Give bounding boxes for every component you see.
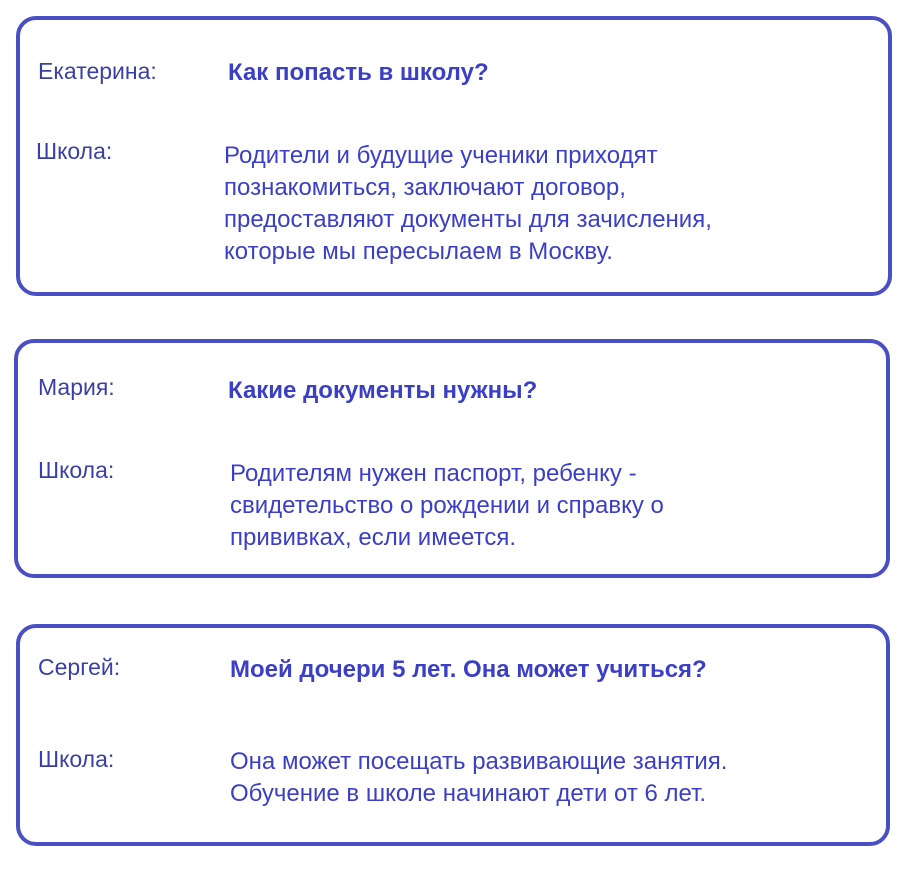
answer-line: которые мы пересылаем в Москву. xyxy=(224,238,613,265)
question-text: Моей дочери 5 лет. Она может учиться? xyxy=(230,656,707,683)
question-text: Как попасть в школу? xyxy=(228,59,489,86)
answer-line: предоставляют документы для зачисления, xyxy=(224,206,712,233)
responder-name: Школа: xyxy=(36,138,113,164)
asker-name: Мария: xyxy=(38,374,115,400)
dialogue-card-2 xyxy=(14,339,890,578)
question-text: Какие документы нужны? xyxy=(228,377,538,404)
asker-name: Екатерина: xyxy=(38,58,157,84)
answer-line: познакомиться, заключают договор, xyxy=(224,174,626,201)
answer-line: свидетельство о рождении и справку о xyxy=(230,492,664,519)
answer-line: прививках, если имеется. xyxy=(230,524,516,551)
dialogue-card-1 xyxy=(16,16,892,296)
answer-text xyxy=(230,746,727,810)
answer-line: Обучение в школе начинают дети от 6 лет. xyxy=(230,780,707,807)
responder-name: Школа: xyxy=(38,746,115,772)
answer-line: Родителям нужен паспорт, ребенку - xyxy=(230,460,637,487)
answer-line: Она может посещать развивающие занятия. xyxy=(230,748,728,775)
answer-text xyxy=(224,140,712,268)
answer-text xyxy=(230,458,664,554)
dialogue-card-3 xyxy=(16,624,890,846)
answer-line: Родители и будущие ученики приходят xyxy=(224,142,658,169)
responder-name: Школа: xyxy=(38,457,115,483)
asker-name: Сергей: xyxy=(38,654,121,680)
